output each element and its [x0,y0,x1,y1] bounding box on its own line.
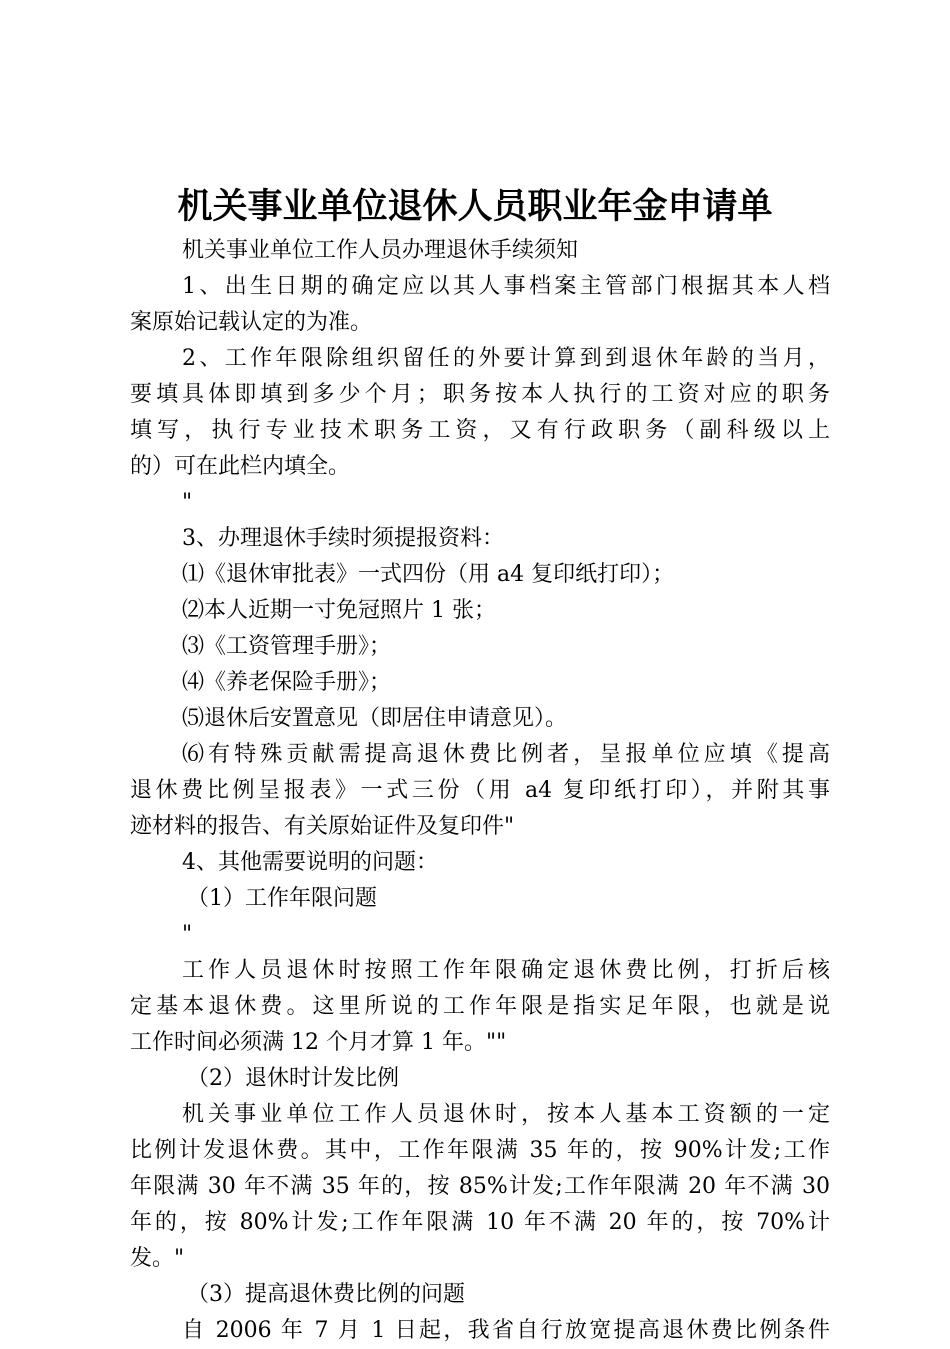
paragraph-line: 1、出生日期的确定应以其人事档案主管部门根据其本人档 [182,274,830,299]
paragraph-line: 工作人员退休时按照工作年限确定退休费比例，打折后核 [182,958,830,983]
paragraph-line: 机关事业单位工作人员退休时，按本人基本工资额的一定 [182,1102,830,1127]
paragraph-line: 年的，按 80%计发;工作年限满 10 年不满 20 年的，按 70%计 [130,1210,830,1235]
subsection-heading: （1）工作年限问题 [187,886,377,911]
paragraph-line: 3、办理退休手续时须提报资料： [182,526,504,551]
subsection-heading: （2）退休时计发比例 [187,1066,399,1091]
paragraph-line: 要填具体即填到多少个月；职务按本人执行的工资对应的职务 [130,382,830,407]
paragraph-line: 案原始记载认定的为准。 [130,310,373,335]
paragraph-line: 迹材料的报告、有关原始证件及复印件" [130,814,515,839]
list-item: ⑴《退休审批表》一式四份（用 a4 复印纸打印）； [182,562,675,587]
paragraph-line: 发。" [130,1246,185,1271]
paragraph-line: 年限满 30 年不满 35 年的，按 85%计发;工作年限满 20 年不满 30 [130,1174,830,1199]
list-item: ⑸退休后安置意见（即居住申请意见）。 [182,706,568,731]
list-item: ⑹有特殊贡献需提高退休费比例者，呈报单位应填《提高 [182,742,830,767]
list-item: ⑶《工资管理手册》； [182,634,392,659]
quote-mark-line: " [182,490,193,515]
list-item: ⑵本人近期一寸免冠照片 1 张； [182,598,496,623]
quote-mark-line: " [182,922,193,947]
paragraph-line: 比例计发退休费。其中，工作年限满 35 年的，按 90%计发;工作 [130,1138,830,1163]
subsection-heading: （3）提高退休费比例的问题 [187,1282,465,1307]
paragraph-line: 2、工作年限除组织留任的外要计算到到退休年龄的当月， [182,346,830,371]
paragraph-line: 填写，执行专业技术职务工资，又有行政职务（副科级以上 [130,418,830,443]
subtitle-line: 机关事业单位工作人员办理退休手续须知 [182,238,579,263]
paragraph-line: 的）可在此栏内填全。 [130,454,351,479]
paragraph-line: 工作时间必须满 12 个月才算 1 年。"" [130,1030,507,1055]
paragraph-line: 自 2006 年 7 月 1 日起，我省自行放宽提高退休费比例条件 [182,1318,830,1343]
list-item: ⑷《养老保险手册》； [182,670,392,695]
paragraph-line: 定基本退休费。这里所说的工作年限是指实足年限，也就是说 [130,994,830,1019]
document-title: 机关事业单位退休人员职业年金申请单 [177,187,773,227]
paragraph-line: 退休费比例呈报表》一式三份（用 a4 复印纸打印），并附其事 [130,778,830,803]
document-body [130,233,830,1349]
section-heading: 4、其他需要说明的问题： [182,850,438,875]
